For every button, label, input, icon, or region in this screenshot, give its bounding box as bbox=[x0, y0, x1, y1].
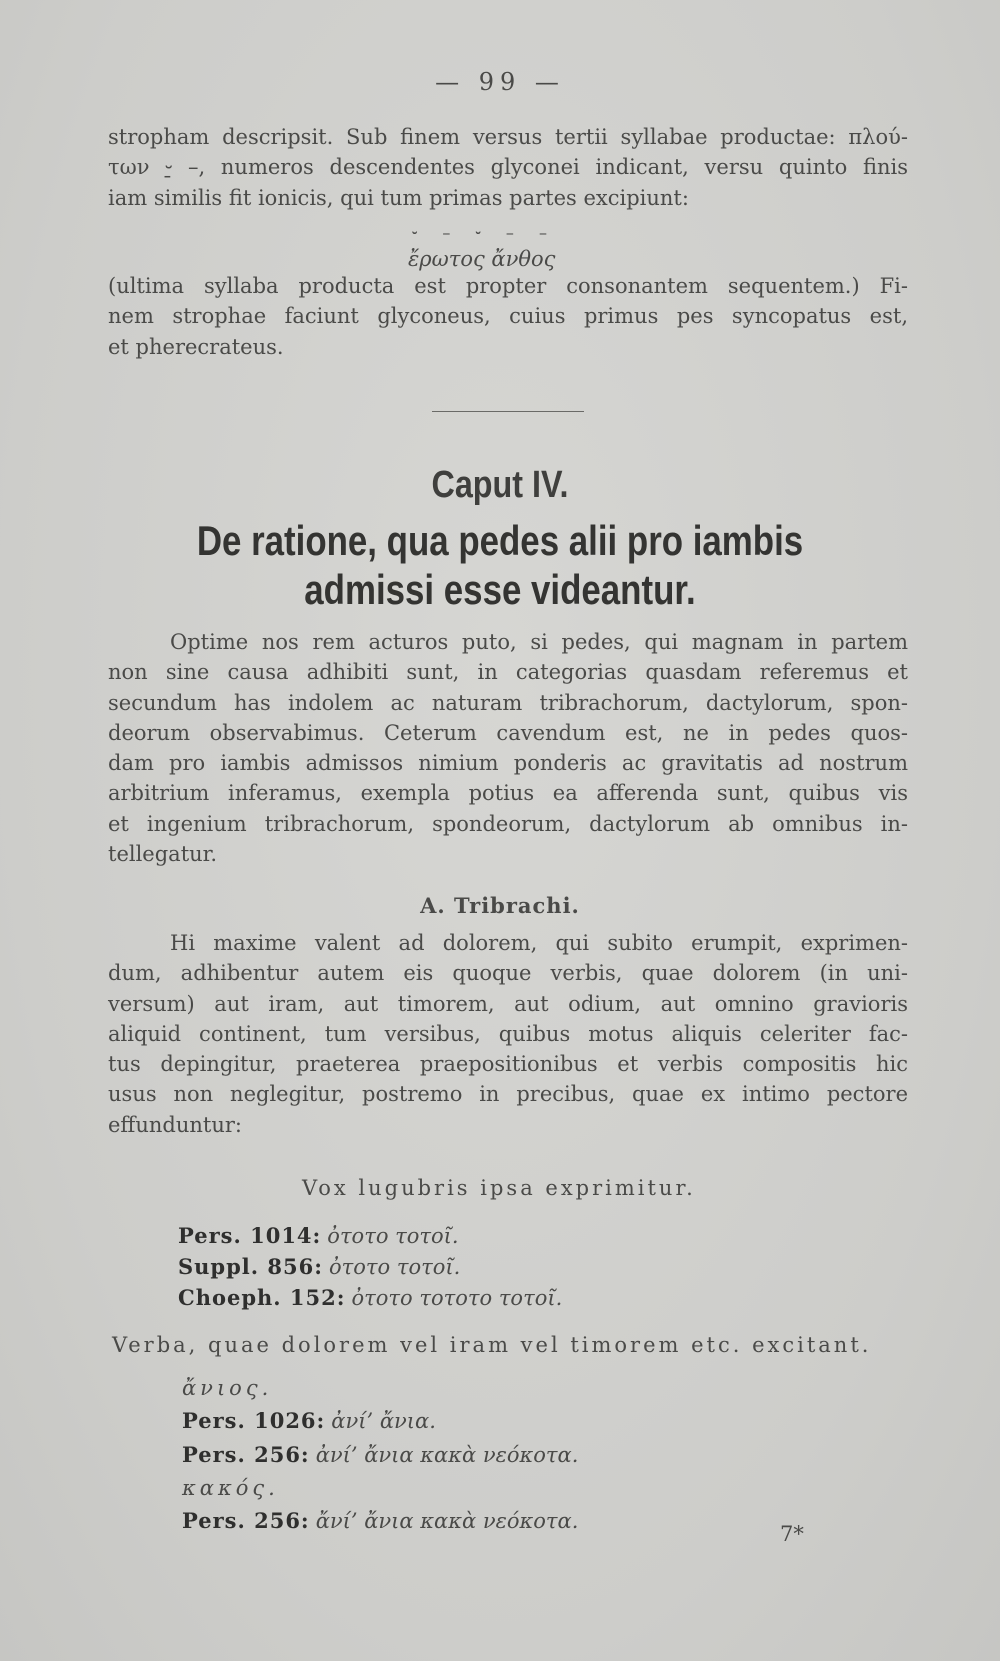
text-line: stropham descripsit. Sub finem versus tertii syllabae productae: πλού- bbox=[108, 125, 908, 149]
citation-text: ἀνί’ ἄνια. bbox=[331, 1409, 436, 1433]
citation-ref: Pers. 256: bbox=[182, 1508, 310, 1533]
section-divider bbox=[432, 411, 584, 412]
text-line: secundum has indolem ac naturam tribrachorum, dactylorum, spon- bbox=[108, 690, 908, 715]
text-line: nem strophae faciunt glyconeus, cuius primus pes syncopatus est, bbox=[108, 304, 908, 329]
text-line: dum, adhibentur autem eis quoque verbis, quae dolorem (in uni- bbox=[108, 961, 908, 986]
text-line: των ⏑̱ –, numeros descendentes glyconei indicant, versu quinto finis bbox=[108, 155, 908, 180]
text-line: tus depingitur, praeterea praepositionibus et verbis compositis hic bbox=[108, 1052, 908, 1077]
greek-lemma: ἄνιος. bbox=[182, 1376, 273, 1400]
text-line: et ingenium tribrachorum, spondeorum, dactylorum ab omnibus in- bbox=[108, 811, 908, 836]
text-line: arbitrium inferamus, exempla potius ea afferenda sunt, quibus vis bbox=[108, 781, 908, 806]
text-line: iam similis fit ionicis, qui tum primas partes excipiunt: bbox=[108, 185, 689, 210]
text-line: tellegatur. bbox=[108, 842, 218, 867]
text-line: non sine causa adhibiti sunt, in categorias quasdam referemus et bbox=[108, 660, 908, 685]
vox-heading: Vox lugubris ipsa exprimitur. bbox=[302, 1176, 696, 1200]
text-line: Optime nos rem acturos puto, si pedes, qui magnam in partem bbox=[170, 630, 908, 654]
chapter-title-line-1: De ratione, qua pedes alii pro iambis bbox=[196, 517, 804, 564]
verba-heading: Verba, quae dolorem vel iram vel timorem etc. excitant. bbox=[112, 1333, 872, 1357]
citation-ref: Pers. 256: bbox=[182, 1442, 310, 1467]
text-line: aliquid continent, tum versibus, quibus motus aliquis celeriter fac- bbox=[108, 1021, 908, 1046]
citation-ref: Choeph. 152: bbox=[178, 1285, 346, 1310]
text-line: deorum observabimus. Ceterum cavendum est, ne in pedes quos- bbox=[108, 720, 908, 745]
citation bbox=[178, 1285, 562, 1310]
signature-mark: 7* bbox=[780, 1522, 804, 1546]
intro-paragraph bbox=[108, 122, 908, 213]
citation-ref: Pers. 1026: bbox=[182, 1408, 326, 1433]
citation-ref: Pers. 1014: bbox=[178, 1223, 322, 1248]
chapter-number: Caput IV. bbox=[431, 464, 569, 506]
citation-text: ἀνί’ ἄνια κακὰ νεόκοτα. bbox=[315, 1443, 579, 1467]
citation-text: ὀτοτο τοτοῖ. bbox=[329, 1255, 461, 1279]
citation bbox=[182, 1408, 436, 1433]
body-paragraph bbox=[108, 627, 908, 869]
text-line: Hi maxime valent ad dolorem, qui subito erumpit, exprimen- bbox=[170, 931, 908, 955]
citation-text: ὀτοτο τοτοτο τοτοῖ. bbox=[351, 1286, 563, 1310]
citation-ref: Suppl. 856: bbox=[178, 1254, 323, 1279]
text-line: (ultima syllaba producta est propter consonantem sequentem.) Fi- bbox=[108, 274, 908, 298]
page-number: — 99 — bbox=[435, 68, 565, 96]
greek-lemma: κακός. bbox=[182, 1476, 279, 1500]
citation-text: ὀτοτο τοτοῖ. bbox=[327, 1224, 459, 1248]
citation bbox=[182, 1442, 578, 1467]
chapter-title-line-2: admissi esse videantur. bbox=[304, 566, 696, 613]
metrical-scansion: ⏑ – ⏑ – – bbox=[412, 223, 557, 242]
intro-continuation bbox=[108, 271, 908, 362]
greek-example: ἔρωτος ἄνθος bbox=[408, 247, 556, 271]
citation bbox=[182, 1508, 578, 1533]
tribrachi-paragraph bbox=[108, 928, 908, 1140]
citation bbox=[178, 1254, 460, 1279]
section-heading: A. Tribrachi. bbox=[420, 893, 580, 918]
text-line: dam pro iambis admissos nimium ponderis ac gravitatis ad nostrum bbox=[108, 751, 908, 776]
citation bbox=[178, 1223, 459, 1248]
text-line: versum) aut iram, aut timorem, aut odium, aut omnino gravioris bbox=[108, 991, 908, 1016]
citation-text: ἄνί’ ἄνια κακὰ νεόκοτα. bbox=[315, 1509, 579, 1533]
text-line: usus non neglegitur, postremo in precibus, quae ex intimo pectore bbox=[108, 1082, 908, 1107]
text-line: et pherecrateus. bbox=[108, 334, 284, 359]
text-line: effunduntur: bbox=[108, 1112, 242, 1137]
